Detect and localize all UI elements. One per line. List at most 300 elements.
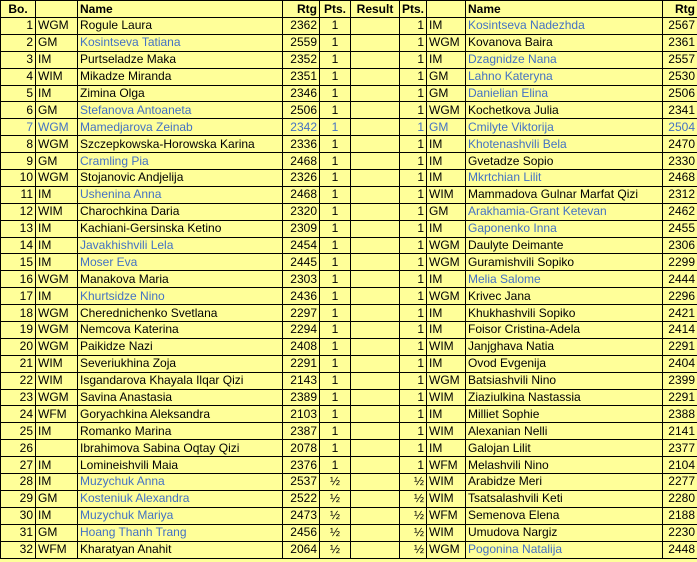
black-rating: 2421 [663,305,697,322]
black-rating: 2341 [663,102,697,119]
black-title: WGM [427,237,466,254]
white-title: WGM [36,338,78,355]
black-title: IM [427,18,466,35]
white-rating: 2078 [283,440,320,457]
black-title: IM [427,153,466,170]
header-title-white [36,1,78,18]
header-result: Result [351,1,400,18]
result-cell [351,68,400,85]
white-points: 1 [320,271,351,288]
result-cell [351,237,400,254]
white-player-name: Szczepkowska-Horowska Karina [78,136,283,153]
black-rating: 2277 [663,474,697,491]
result-cell [351,271,400,288]
result-cell [351,305,400,322]
black-title: GM [427,85,466,102]
white-player-name: Goryachkina Aleksandra [78,406,283,423]
table-row [1,322,697,339]
black-title: WGM [427,288,466,305]
white-player-name: Ibrahimova Sabina Oqtay Qizi [78,440,283,457]
black-player-name: Janjghava Natia [466,338,663,355]
table-row [1,490,697,507]
table-row [1,389,697,406]
result-cell [351,440,400,457]
black-points: 1 [400,51,427,68]
black-rating: 2444 [663,271,697,288]
table-row [1,507,697,524]
white-player-name: Purtseladze Maka [78,51,283,68]
black-rating: 2404 [663,355,697,372]
white-rating: 2291 [283,355,320,372]
black-player-name: Alexanian Nelli [466,423,663,440]
board-number: 6 [1,102,36,119]
header-row [1,1,697,18]
table-row [1,457,697,474]
white-title [36,440,78,457]
black-title: WFM [427,507,466,524]
board-number: 32 [1,541,36,558]
black-points: 1 [400,389,427,406]
white-rating: 2506 [283,102,320,119]
white-player-name[interactable]: Javakhishvili Lela [78,237,283,254]
black-rating: 2455 [663,220,697,237]
white-title: GM [36,490,78,507]
white-rating: 2294 [283,322,320,339]
white-player-name: Manakova Maria [78,271,283,288]
result-cell [351,406,400,423]
black-rating: 2330 [663,153,697,170]
board-number: 5 [1,85,36,102]
black-title: IM [427,271,466,288]
white-points: 1 [320,355,351,372]
black-player-name[interactable]: Arakhamia-Grant Ketevan [466,203,663,220]
white-player-name: Severiukhina Zoja [78,355,283,372]
table-row [1,541,697,558]
white-player-name[interactable]: Cramling Pia [78,153,283,170]
white-points: 1 [320,18,351,35]
black-points: 1 [400,305,427,322]
black-player-name: Kovanova Baira [466,34,663,51]
black-title: WGM [427,254,466,271]
table-row [1,85,697,102]
black-player-name[interactable]: Dzagnidze Nana [466,51,663,68]
white-points: 1 [320,423,351,440]
black-rating: 2414 [663,322,697,339]
black-rating: 2567 [663,18,697,35]
white-player-name[interactable]: Khurtsidze Nino [78,288,283,305]
result-cell [351,457,400,474]
white-player-name: Zimina Olga [78,85,283,102]
black-title: IM [427,305,466,322]
result-cell [351,34,400,51]
black-title: WGM [427,34,466,51]
header-name-black: Name [466,1,663,18]
table-row [1,153,697,170]
black-points: 1 [400,203,427,220]
white-rating: 2326 [283,170,320,187]
black-title: WFM [427,457,466,474]
white-title: GM [36,102,78,119]
black-points: 1 [400,136,427,153]
board-number: 22 [1,372,36,389]
black-points: 1 [400,237,427,254]
white-rating: 2103 [283,406,320,423]
white-title: GM [36,524,78,541]
black-player-name: Krivec Jana [466,288,663,305]
white-points: 1 [320,85,351,102]
white-rating: 2454 [283,237,320,254]
black-points: 1 [400,288,427,305]
white-points: 1 [320,305,351,322]
board-number: 29 [1,490,36,507]
white-player-name[interactable]: Kosintseva Tatiana [78,34,283,51]
black-rating: 2388 [663,406,697,423]
result-cell [351,490,400,507]
white-points: 1 [320,119,351,136]
white-points: 1 [320,34,351,51]
result-cell [351,474,400,491]
white-title: WGM [36,136,78,153]
white-points: 1 [320,136,351,153]
black-points: 1 [400,85,427,102]
black-title: WIM [427,389,466,406]
white-player-name[interactable]: Hoang Thanh Trang [78,524,283,541]
table-row [1,119,697,136]
board-number: 3 [1,51,36,68]
board-number: 11 [1,186,36,203]
white-points: 1 [320,203,351,220]
board-number: 7 [1,119,36,136]
black-points: 1 [400,322,427,339]
black-player-name: Ovod Evgenija [466,355,663,372]
white-points: ½ [320,490,351,507]
white-points: 1 [320,102,351,119]
white-points: 1 [320,254,351,271]
white-rating: 2468 [283,153,320,170]
header-points-black: Pts. [400,1,427,18]
white-points: 1 [320,186,351,203]
black-player-name: Milliet Sophie [466,406,663,423]
white-player-name: Stojanovic Andjelija [78,170,283,187]
white-player-name: Rogule Laura [78,18,283,35]
header-name-white: Name [78,1,283,18]
white-player-name: Kachiani-Gersinska Ketino [78,220,283,237]
result-cell [351,203,400,220]
result-cell [351,153,400,170]
black-title: IM [427,136,466,153]
black-rating: 2361 [663,34,697,51]
white-title: IM [36,474,78,491]
table-row [1,237,697,254]
black-player-name: Umudova Nargiz [466,524,663,541]
black-rating: 2291 [663,338,697,355]
black-player-name: Ziaziulkina Nastassia [466,389,663,406]
black-player-name: Batsiashvili Nino [466,372,663,389]
table-row [1,305,697,322]
result-cell [351,102,400,119]
white-points: 1 [320,51,351,68]
white-player-name[interactable]: Stefanova Antoaneta [78,102,283,119]
black-player-name: Galojan Lilit [466,440,663,457]
black-rating: 2188 [663,507,697,524]
table-row [1,271,697,288]
white-points: 1 [320,440,351,457]
table-row [1,423,697,440]
white-player-name[interactable]: Kosteniuk Alexandra [78,490,283,507]
white-points: ½ [320,507,351,524]
board-number: 10 [1,170,36,187]
board-number: 14 [1,237,36,254]
white-points: 1 [320,68,351,85]
header-rating-black: Rtg [663,1,697,18]
white-rating: 2303 [283,271,320,288]
table-row [1,170,697,187]
black-points: 1 [400,119,427,136]
white-points: 1 [320,338,351,355]
white-rating: 2143 [283,372,320,389]
board-number: 16 [1,271,36,288]
result-cell [351,170,400,187]
board-number: 18 [1,305,36,322]
result-cell [351,85,400,102]
table-body [1,18,697,559]
black-title: IM [427,322,466,339]
black-rating: 2448 [663,541,697,558]
white-rating: 2473 [283,507,320,524]
black-points: 1 [400,457,427,474]
white-title: WIM [36,203,78,220]
black-title: GM [427,68,466,85]
result-cell [351,254,400,271]
board-number: 9 [1,153,36,170]
white-rating: 2352 [283,51,320,68]
black-points: 1 [400,34,427,51]
white-title: WGM [36,119,78,136]
black-title: GM [427,119,466,136]
white-rating: 2522 [283,490,320,507]
black-title: WIM [427,474,466,491]
black-points: 1 [400,254,427,271]
header-rating-white: Rtg [283,1,320,18]
board-number: 4 [1,68,36,85]
white-player-name[interactable]: Moser Eva [78,254,283,271]
black-player-name[interactable]: Cmilyte Viktorija [466,119,663,136]
result-cell [351,288,400,305]
white-player-name: Isgandarova Khayala Ilqar Qizi [78,372,283,389]
board-number: 23 [1,389,36,406]
table-row [1,372,697,389]
header-board: Bo. [1,1,36,18]
black-title: IM [427,406,466,423]
black-title: WIM [427,338,466,355]
white-title: IM [36,51,78,68]
table-row [1,355,697,372]
white-title: IM [36,423,78,440]
black-player-name[interactable]: Pogonina Natalija [466,541,663,558]
table-row [1,406,697,423]
white-rating: 2456 [283,524,320,541]
black-title: WIM [427,186,466,203]
white-points: 1 [320,389,351,406]
black-points: 1 [400,68,427,85]
black-player-name[interactable]: Mkrtchian Lilit [466,170,663,187]
black-rating: 2312 [663,186,697,203]
white-title: WGM [36,271,78,288]
result-cell [351,355,400,372]
board-number: 27 [1,457,36,474]
result-cell [351,507,400,524]
board-number: 31 [1,524,36,541]
black-title: IM [427,170,466,187]
table-row [1,203,697,220]
result-cell [351,541,400,558]
white-player-name[interactable]: Mamedjarova Zeinab [78,119,283,136]
black-player-name: Gvetadze Sopio [466,153,663,170]
white-player-name[interactable]: Muzychuk Anna [78,474,283,491]
white-title: WGM [36,170,78,187]
table-row [1,136,697,153]
result-cell [351,338,400,355]
white-rating: 2297 [283,305,320,322]
black-points: 1 [400,406,427,423]
white-player-name: Nemcova Katerina [78,322,283,339]
white-title: GM [36,34,78,51]
black-points: 1 [400,271,427,288]
black-points: 1 [400,220,427,237]
black-player-name[interactable]: Kosintseva Nadezhda [466,18,663,35]
white-points: 1 [320,153,351,170]
white-title: WGM [36,18,78,35]
black-rating: 2104 [663,457,697,474]
black-rating: 2230 [663,524,697,541]
black-points: 1 [400,338,427,355]
result-cell [351,136,400,153]
white-points: ½ [320,541,351,558]
white-title: IM [36,220,78,237]
black-player-name[interactable]: Gaponenko Inna [466,220,663,237]
white-title: WIM [36,68,78,85]
white-player-name: Romanko Marina [78,423,283,440]
white-title: IM [36,254,78,271]
white-player-name: Savina Anastasia [78,389,283,406]
table-row [1,34,697,51]
black-rating: 2468 [663,170,697,187]
result-cell [351,186,400,203]
table-row [1,474,697,491]
white-title: GM [36,153,78,170]
black-player-name[interactable]: Melia Salome [466,271,663,288]
black-points: ½ [400,541,427,558]
table-row [1,102,697,119]
table-header [1,1,697,18]
white-title: IM [36,457,78,474]
black-player-name: Semenova Elena [466,507,663,524]
board-number: 8 [1,136,36,153]
table-row [1,68,697,85]
result-cell [351,220,400,237]
white-points: 1 [320,457,351,474]
black-points: 1 [400,186,427,203]
board-number: 20 [1,338,36,355]
black-points: ½ [400,490,427,507]
white-title: WGM [36,389,78,406]
table-row [1,186,697,203]
black-player-name: Mammadova Gulnar Marfat Qizi [466,186,663,203]
black-points: 1 [400,153,427,170]
result-cell [351,389,400,406]
white-points: 1 [320,220,351,237]
board-number: 21 [1,355,36,372]
black-player-name[interactable]: Khotenashvili Bela [466,136,663,153]
black-title: WIM [427,524,466,541]
black-title: IM [427,440,466,457]
black-points: 1 [400,18,427,35]
white-player-name: Mikadze Miranda [78,68,283,85]
white-rating: 2436 [283,288,320,305]
black-rating: 2470 [663,136,697,153]
black-player-name: Daulyte Deimante [466,237,663,254]
board-number: 19 [1,322,36,339]
black-rating: 2530 [663,68,697,85]
black-player-name: Khukhashvili Sopiko [466,305,663,322]
black-points: 1 [400,372,427,389]
black-title: GM [427,203,466,220]
black-points: 1 [400,102,427,119]
white-points: ½ [320,474,351,491]
white-player-name[interactable]: Ushenina Anna [78,186,283,203]
white-player-name: Charochkina Daria [78,203,283,220]
black-rating: 2296 [663,288,697,305]
white-rating: 2064 [283,541,320,558]
board-number: 24 [1,406,36,423]
white-rating: 2468 [283,186,320,203]
table-row [1,288,697,305]
white-title: WGM [36,305,78,322]
black-player-name[interactable]: Lahno Kateryna [466,68,663,85]
white-title: IM [36,507,78,524]
result-cell [351,51,400,68]
white-rating: 2389 [283,389,320,406]
black-rating: 2299 [663,254,697,271]
black-points: ½ [400,474,427,491]
black-points: ½ [400,524,427,541]
table-row [1,338,697,355]
white-title: WIM [36,355,78,372]
black-player-name: Tsatsalashvili Keti [466,490,663,507]
white-title: WFM [36,541,78,558]
black-player-name[interactable]: Danielian Elina [466,85,663,102]
white-rating: 2346 [283,85,320,102]
table-row [1,51,697,68]
white-player-name: Lomineishvili Maia [78,457,283,474]
white-rating: 2559 [283,34,320,51]
black-title: IM [427,355,466,372]
board-number: 13 [1,220,36,237]
white-player-name[interactable]: Muzychuk Mariya [78,507,283,524]
black-title: WGM [427,541,466,558]
black-points: ½ [400,507,427,524]
black-title: WGM [427,102,466,119]
black-title: WIM [427,423,466,440]
black-player-name: Melashvili Nino [466,457,663,474]
white-rating: 2376 [283,457,320,474]
table-row [1,440,697,457]
white-points: 1 [320,322,351,339]
white-points: ½ [320,524,351,541]
white-points: 1 [320,170,351,187]
white-points: 1 [320,406,351,423]
white-rating: 2445 [283,254,320,271]
